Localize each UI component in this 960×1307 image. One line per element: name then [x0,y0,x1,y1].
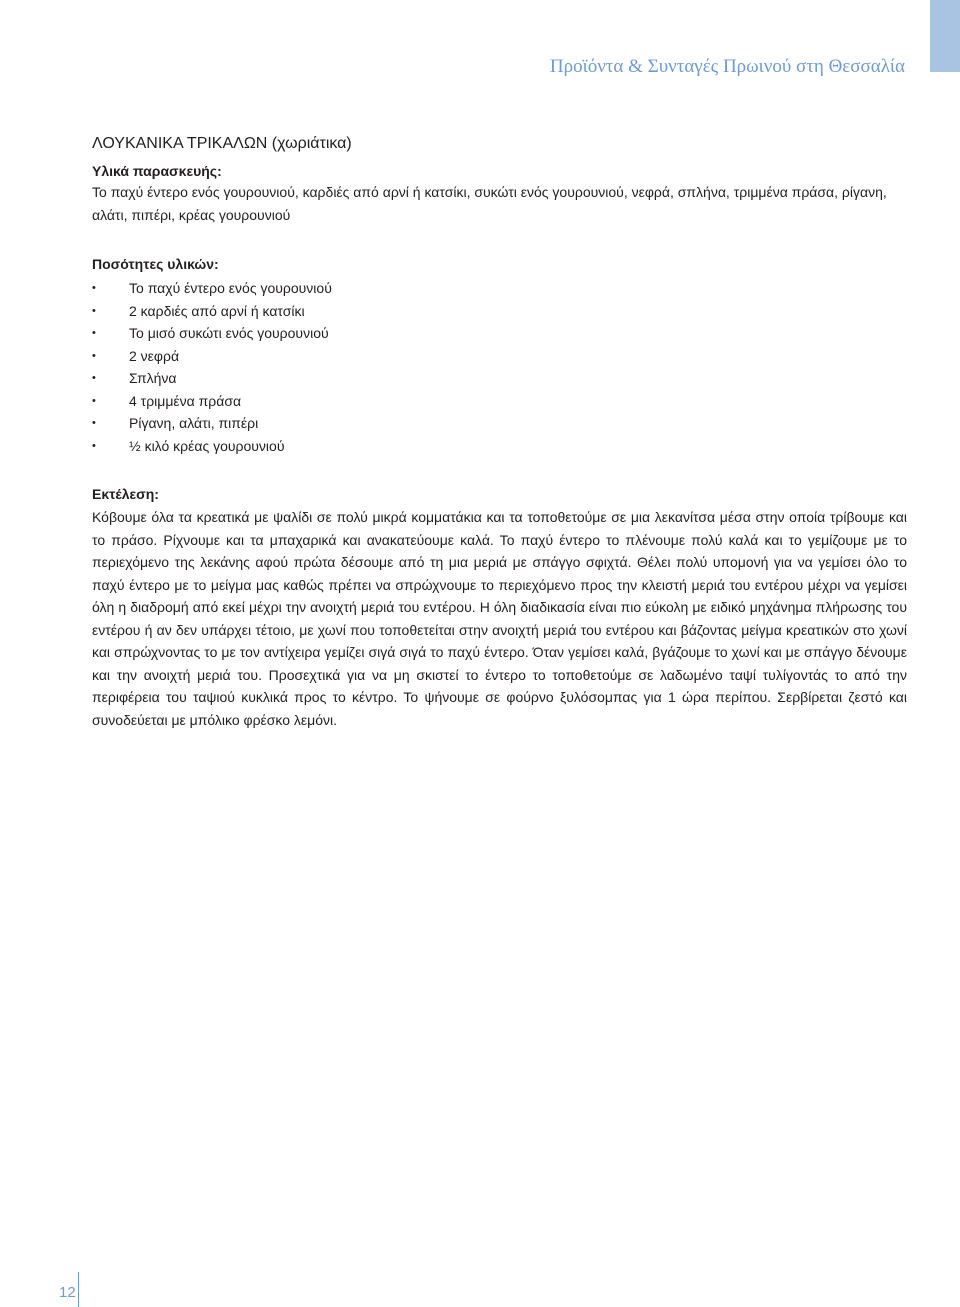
quantity-item [92,390,907,413]
bullet-icon: • [92,372,96,384]
recipe-content [92,133,907,731]
bullet-icon: • [92,394,96,407]
execution-heading: Εκτέλεση: [92,486,159,502]
quantity-item [92,345,907,368]
quantity-item [92,277,907,300]
ingredients-heading: Υλικά παρασκευής: [92,163,222,179]
quantity-item-text: 4 τριμμένα πράσα [129,392,242,409]
bullet-icon: • [92,439,96,452]
execution-text: Κόβουμε όλα τα κρεατικά με ψαλίδι σε πολύ μικρά κομματάκια και τα τοποθετούμε σε μια λεκανίτσα μέσα στην οποία τρίβουμε και το πράσο. Ρίχνουμε και τα μπαχαρικά και ανακατεύουμε καλά. Το παχύ έντερο το πλένουμε πολύ καλά και το γεμίζουμε με το περιεχόμενο της λεκάνης αφού πρώτα δέσουμε από τη μια μεριά με σπάγγο σφιχτά. Θέλει πολύ υπομονή για να γεμίσει όλο το παχύ έντερο με το μείγμα μας καθώς πρέπει να σπρώχνουμε το περιεχόμενο προς την κλειστή μεριά του εντέρου μέχρι να γεμίσει όλη η διαδρομή από εκεί μέχρι την ανοιχτή μεριά του εντέρου. Η όλη διαδικασία είναι πιο εύκολη με ειδικό μηχάνημα πλήρωσης του εντέρου ή αν δεν υπάρχει τέτοιο, με χωνί που τοποθετείται στην ανοιχτή μεριά του εντέρου και βάζοντας μείγμα κρεατικών στο χωνί και σπρώχνοντας το με τον αντίχειρα γεμίζει σιγά σιγά το παχύ έντερο. Όταν γεμίσει καλά, βγάζουμε το χωνί και με σπάγγο δένουμε και την ανοιχτή μεριά του. Προσεχτικά για να μη σκιστεί το έντερο το τοποθετούμε σε λαδωμένο ταψί τυλίγοντάς το από την περιφέρεια του ταψιού κυκλικά προς το κέντρο. Το ψήνουμε σε φούρνο ξυλόσομπας για 1 ώρα περίπου. Σερβίρεται ζεστό και συνοδεύεται με μπόλικο φρέσκο λεμόνι. [92,509,907,728]
quantity-item-text: Ρίγανη, αλάτι, πιπέρι [129,415,259,431]
page-number-rule [78,1272,79,1307]
ingredients-section [92,161,907,226]
bullet-icon: • [92,282,96,294]
quantity-item [92,367,907,390]
execution-section [92,484,907,731]
quantity-item-text: Σπλήνα [129,370,177,386]
quantity-item [92,435,907,458]
quantity-item [92,412,907,435]
quantities-heading: Ποσότητες υλικών: [92,256,219,272]
ingredients-text: Το παχύ έντερο ενός γουρουνιού, καρδιές από αρνί ή κατσίκι, συκώτι ενός γουρουνιού, νεφρά, σπλήνα, τριμμένα πράσα, ρίγανη, αλάτι, πιπέρι, κρέας γουρουνιού [92,184,887,223]
corner-color-tab [930,0,960,72]
quantity-item [92,322,907,345]
quantity-item-text: ½ κιλό κρέας γουρουνιού [129,437,285,454]
recipe-title: ΛΟΥΚΑΝΙΚΑ ΤΡΙΚΑΛΩΝ (χωριάτικα) [92,135,352,152]
quantities-list [92,277,907,457]
quantity-item [92,300,907,323]
quantity-item-text: Το μισό συκώτι ενός γουρουνιού [129,325,329,341]
bullet-icon: • [92,349,96,362]
page-number: 12 [59,1284,76,1301]
quantity-item-text: 2 νεφρά [129,347,180,364]
quantity-item-text: 2 καρδιές από αρνί ή κατσίκι [129,302,305,319]
bullet-icon: • [92,304,96,317]
running-header-title: Προϊόντα & Συνταγές Πρωινού στη Θεσσαλία [549,56,905,77]
quantities-section [92,254,907,457]
quantity-item-text: Το παχύ έντερο ενός γουρουνιού [129,280,332,296]
bullet-icon: • [92,417,96,429]
bullet-icon: • [92,327,96,339]
